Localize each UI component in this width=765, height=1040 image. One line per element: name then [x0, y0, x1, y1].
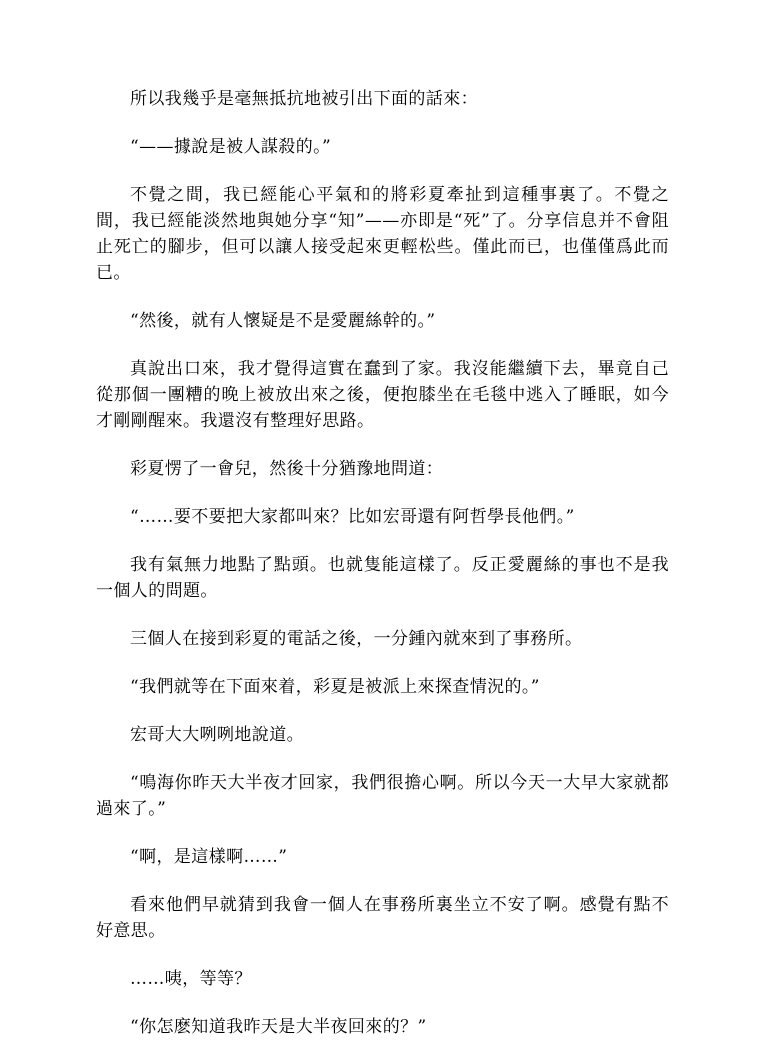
paragraph: ……咦，等等？: [130, 969, 252, 989]
paragraph: “——據說是被人謀殺的。”: [130, 137, 332, 157]
paragraph: “……要不要把大家都叫來？比如宏哥還有阿哲學長他們。”: [130, 507, 575, 527]
paragraph: “然後，就有人懷疑是不是愛麗絲幹的。”: [130, 311, 436, 331]
paragraph: 宏哥大大咧咧地說道。: [130, 725, 304, 745]
paragraph: 不覺之間，我已經能心平氣和的將彩夏牽扯到這種事裏了。不覺之間，我已經能淡然地與她分享“知”——亦即是“死”了。分享信息并不會阻止死亡的腳步，但可以讓人接受起來更輕松些。僅此而已，也僅僅爲此而已。: [96, 185, 669, 283]
paragraph: 三個人在接到彩夏的電話之後，一分鍾內就來到了事務所。: [130, 629, 583, 649]
paragraph: “啊，是這樣啊……”: [130, 847, 288, 867]
paragraph: “鳴海你昨天大半夜才回家，我們很擔心啊。所以今天一大早大家就都過來了。”: [96, 773, 669, 819]
paragraph: 所以我幾乎是毫無抵抗地被引出下面的話來：: [130, 89, 478, 109]
paragraph: “我們就等在下面來着，彩夏是被派上來探查情況的。”: [130, 677, 540, 697]
paragraph: “你怎麽知道我昨天是大半夜回來的？”: [130, 1017, 427, 1037]
paragraph: 彩夏愣了一會兒，然後十分猶豫地問道：: [130, 459, 444, 479]
paragraph: 真說出口來，我才覺得這實在蠢到了家。我沒能繼續下去，畢竟自己從那個一團糟的晚上被放出來之後，便抱膝坐在毛毯中逃入了睡眠，如今才剛剛醒來。我還沒有整理好思路。: [96, 359, 669, 431]
paragraph: 我有氣無力地點了點頭。也就隻能這樣了。反正愛麗絲的事也不是我一個人的問題。: [96, 555, 669, 601]
paragraph: 看來他們早就猜到我會一個人在事務所裏坐立不安了啊。感覺有點不好意思。: [96, 895, 669, 941]
